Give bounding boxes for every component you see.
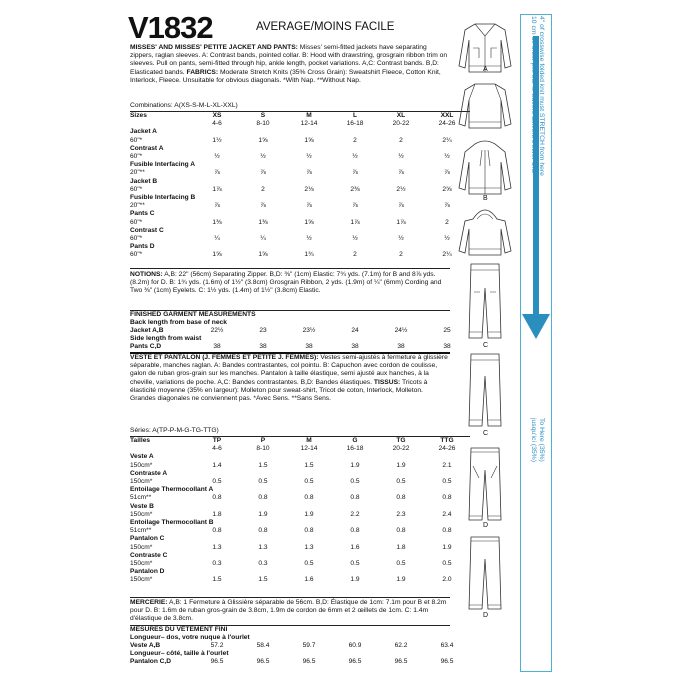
amount-cell: 0.5 [304, 560, 314, 568]
amount-cell: ⅞ [306, 169, 312, 177]
amount-cell: 0.8 [396, 527, 406, 535]
amount-cell: 0.8 [442, 494, 452, 502]
fabrics-fr-label: TISSUS: [373, 378, 401, 386]
size-number: 12-14 [300, 120, 318, 128]
amount-cell: 0.5 [304, 478, 314, 486]
amount-cell: 2.3 [396, 510, 406, 518]
size-code: S [260, 112, 266, 119]
fabric-width: 60"* [130, 136, 143, 144]
divider [130, 597, 450, 598]
measurement-value: 58.4 [256, 642, 270, 649]
row-label-line [130, 453, 470, 461]
amount-cell: ½ [352, 235, 358, 243]
amount-cell: ½ [444, 235, 450, 243]
amount-cell: 0.5 [396, 560, 406, 568]
amount-cell: ⅞ [352, 169, 358, 177]
spacer-cell [130, 445, 194, 453]
fabric-width: 51cm** [130, 527, 152, 535]
table-row [130, 137, 470, 145]
measurement-value: 38 [305, 343, 313, 350]
amount-cell: 2.2 [350, 510, 360, 518]
size-code: M [306, 112, 312, 119]
size-header-label: Tailles [130, 437, 151, 444]
amount-cell: 1⅝ [258, 136, 268, 144]
row-label: Contrast A [130, 144, 164, 152]
size-number: 16-18 [346, 445, 364, 453]
row-label-line [130, 227, 470, 235]
row-label: Fusible Interfacing A [130, 161, 195, 169]
amount-cell: 2⅛ [304, 185, 314, 193]
amount-cell: 2.4 [442, 510, 452, 518]
stretch-bottom-text-en: To Here (35%) [538, 418, 545, 462]
finished-fr-row2 [130, 658, 470, 666]
difficulty-level: AVERAGE/MOINS FACILE [256, 21, 395, 33]
row-label-line [130, 552, 470, 560]
size-code: G [352, 437, 358, 444]
amount-cell: 1.5 [258, 576, 268, 584]
fabric-width: 60"* [130, 251, 143, 259]
table-row [130, 186, 470, 194]
measurement-value: 25 [443, 327, 451, 334]
amount-cell: 0.5 [442, 560, 452, 568]
jacket-b-front-sketch [455, 140, 515, 200]
amount-cell: 2⅝ [442, 185, 452, 193]
measurement-value: 63.4 [440, 642, 454, 649]
measurement-value: 57.2 [210, 642, 224, 649]
amount-cell: 2¼ [442, 251, 452, 259]
table-row [130, 494, 470, 502]
measurement-label: Jacket A,B [130, 327, 164, 334]
notions-en-body: A,B: 22" (56cm) Separating Zipper. B,D: ⅜" (1cm) Elastic: 7¾ yds. (7.1m) for B and 8⅞ yds. (8.2m) for D. B: 1¾ yds. (1.6m) of 1½" (3.8cm) Grosgrain Ribbon, 2 yds. (1.9m) of ¼" (6mm) Cording and Two ⅜" (1cm) Eyelets. C: 1½ yds. (1.4m) of 1½" (3.8cm) Elastic. [130, 271, 442, 295]
finished-en-sub1: Back length from base of neck [130, 319, 227, 326]
series-line: Séries: A(TP-P-M-G-TG-TTG) [130, 427, 219, 434]
finished-fr-sub1: Longueur– dos, votre nuque à l'ourlet [130, 634, 250, 641]
description-fr-title: VESTE ET PANTALON (J. FEMMES ET PETITE J. FEMMES): [130, 354, 319, 361]
table-row [130, 153, 470, 161]
size-code: XXL [440, 112, 454, 119]
amount-cell: 1.9 [396, 576, 406, 584]
fabric-width: 150cm* [130, 461, 153, 469]
description-fr [130, 354, 450, 403]
amount-cell: 1⅝ [304, 218, 314, 226]
amount-cell: 0.8 [442, 527, 452, 535]
notions-fr-body: A,B: 1 Fermeture à Glissière séparable de 56cm. B,D: Élastique de 1cm: 7.1m pour B et 8.2m pour D. B: 1.6m de ruban gros-grain de 3.8cm, 1.9m de cordon de 6mm et 2 œillets de 1cm. C: 1.4m d'élastique de 3.8cm. [130, 599, 447, 623]
row-label-line [130, 503, 470, 511]
amount-cell: 1⅝ [304, 136, 314, 144]
measurement-value: 96.5 [256, 658, 270, 665]
pants-c-back-sketch [465, 352, 505, 432]
fabric-width: 60"* [130, 153, 143, 161]
sketch-label-d: D [483, 522, 489, 529]
amount-cell: 0.3 [258, 560, 268, 568]
description-fr-body: Vestes semi-ajustés à fermeture à glissière séparable, manches raglan. A: Bandes contrastantes, col pointu. B: Capuchon avec cordon de coulisse, galon de ruban gros-grain sur les manches. Pantalon à taille élastique, semi ajusté aux hanches, à la cheville, variations de poche. A,C: Bandes contrastantes. B,D: Bandes élastiques. [130, 354, 448, 386]
size-code: TTG [440, 437, 454, 444]
amount-cell: 0.5 [442, 478, 452, 486]
amount-cell: ⅞ [352, 202, 358, 210]
amount-cell: ⅞ [444, 202, 450, 210]
row-label-line [130, 194, 470, 202]
measurement-value: 38 [259, 343, 267, 350]
yardage-table-fr [130, 436, 470, 585]
table-row [130, 576, 470, 584]
size-number: 24-26 [438, 120, 456, 128]
notions-en-label: NOTIONS: [130, 271, 163, 278]
sketch-label-a: A [483, 66, 488, 73]
size-header-row [130, 112, 470, 121]
size-number-row [130, 120, 470, 128]
measurement-value: 96.5 [348, 658, 362, 665]
amount-cell: ½ [444, 153, 450, 161]
amount-cell: ½ [398, 153, 404, 161]
size-number: 16-18 [346, 120, 364, 128]
row-label: Pantalon D [130, 568, 165, 576]
row-label: Pants C [130, 210, 155, 218]
row-label: Pants D [130, 243, 155, 251]
pants-d-front-sketch [465, 446, 505, 526]
amount-cell: 1½ [212, 136, 222, 144]
amount-cell: ½ [306, 153, 312, 161]
spacer-cell [130, 120, 194, 128]
size-code: XS [212, 112, 222, 119]
row-label-line [130, 178, 470, 186]
row-label-line [130, 145, 470, 153]
row-label-line [130, 210, 470, 218]
amount-cell: ½ [352, 153, 358, 161]
row-label: Entoilage Thermocollant A [130, 486, 214, 494]
measurement-value: 24 [351, 327, 359, 334]
amount-cell: 1.6 [350, 543, 360, 551]
amount-cell: 1.9 [304, 510, 314, 518]
row-label-line [130, 535, 470, 543]
table-row [130, 219, 470, 227]
measurement-value: 38 [351, 343, 359, 350]
size-number: 12-14 [300, 445, 318, 453]
finished-fr-sub2: Longueur– côté, taille à l'ourlet [130, 650, 229, 657]
fabric-width: 20"** [130, 169, 145, 177]
amount-cell: 0.5 [350, 478, 360, 486]
measurement-value: 24½ [394, 327, 408, 334]
size-code: TP [212, 437, 222, 444]
amount-cell: 1.8 [396, 543, 406, 551]
amount-cell: 0.8 [350, 527, 360, 535]
table-row [130, 462, 470, 470]
amount-cell: 1.5 [212, 576, 222, 584]
amount-cell: 0.8 [396, 494, 406, 502]
amount-cell: 1⅝ [258, 251, 268, 259]
amount-cell: 2.1 [442, 461, 452, 469]
row-label-line [130, 161, 470, 169]
measurement-row [130, 327, 470, 335]
amount-cell: 0.8 [212, 494, 222, 502]
amount-cell: ⅞ [260, 169, 266, 177]
fabric-width: 60"* [130, 185, 143, 193]
row-label-line [130, 486, 470, 494]
amount-cell: 1⅞ [396, 218, 406, 226]
amount-cell: ½ [214, 153, 220, 161]
table-row [130, 527, 470, 535]
fabric-width: 150cm* [130, 510, 153, 518]
size-number: 8-10 [256, 445, 270, 453]
amount-cell: 1.4 [212, 461, 222, 469]
table-row [130, 169, 470, 177]
amount-cell: 1⅜ [212, 218, 222, 226]
pattern-number: V1832 [128, 10, 213, 45]
size-number: 24-26 [438, 445, 456, 453]
amount-cell: 1⅜ [258, 218, 268, 226]
notions-en [130, 271, 450, 296]
amount-cell: 1.8 [212, 510, 222, 518]
amount-cell: 0.5 [350, 560, 360, 568]
stretch-bottom-text-fr: jusqu'ici (35%) [530, 418, 537, 462]
fabric-width: 60"* [130, 218, 143, 226]
amount-cell: 1.3 [304, 543, 314, 551]
finished-en-row2 [130, 343, 470, 351]
fabric-width: 150cm* [130, 560, 153, 568]
size-code: M [306, 437, 312, 444]
row-label-line [130, 519, 470, 527]
measurement-label: Pantalon C,D [130, 658, 172, 665]
row-label-line [130, 243, 470, 251]
amount-cell: ⅞ [260, 202, 266, 210]
row-label: Contraste C [130, 551, 168, 559]
amount-cell: 2½ [396, 185, 406, 193]
sketch-label-c: C [483, 342, 489, 349]
amount-cell: 0.8 [350, 494, 360, 502]
amount-cell: ⅞ [398, 169, 404, 177]
row-label-line [130, 470, 470, 478]
row-label: Veste A [130, 453, 154, 461]
measurement-value: 22½ [210, 327, 224, 334]
row-label-line [130, 128, 470, 136]
table-row [130, 235, 470, 243]
amount-cell: 1.9 [350, 461, 360, 469]
measurement-row [130, 642, 470, 650]
amount-cell: 0.5 [212, 478, 222, 486]
row-label: Jacket B [130, 177, 158, 185]
fabrics-en-label: FABRICS: [186, 68, 219, 76]
size-number: 20-22 [392, 120, 410, 128]
fabric-width: 150cm* [130, 576, 153, 584]
amount-cell: 1¾ [304, 251, 314, 259]
finished-en-title: FINISHED GARMENT MEASUREMENTS [130, 311, 256, 318]
measurement-value: 23½ [302, 327, 316, 334]
amount-cell: 2¼ [442, 136, 452, 144]
amount-cell: 2⅜ [350, 185, 360, 193]
table-row [130, 560, 470, 568]
measurement-value: 59.7 [302, 642, 316, 649]
pants-d-back-sketch [465, 535, 505, 615]
measurement-value: 62.2 [394, 642, 408, 649]
measurement-label: Pants C,D [130, 343, 162, 350]
measurement-value: 38 [213, 343, 221, 350]
amount-cell: 0.5 [396, 478, 406, 486]
finished-en-row1 [130, 327, 470, 335]
amount-cell: 1.9 [258, 510, 268, 518]
measurement-value: 60.9 [348, 642, 362, 649]
row-label: Pantalon C [130, 535, 165, 543]
fabric-width: 150cm* [130, 478, 153, 486]
measurement-row [130, 343, 470, 351]
size-number-row [130, 445, 470, 453]
amount-cell: 1⅝ [212, 251, 222, 259]
table-row [130, 511, 470, 519]
fabrics-en-body: Moderate Stretch Knits (35% Cross Grain): Sweatshirt Fleece, Cotton Knit, Interlock, Fleece. Unsuitable for obvious diagonals. *With Nap. **Without Nap. [130, 68, 441, 84]
measurement-label: Veste A,B [130, 642, 161, 649]
amount-cell: 1.3 [212, 543, 222, 551]
amount-cell: 1.9 [396, 461, 406, 469]
size-number: 8-10 [256, 120, 270, 128]
amount-cell: 2 [399, 136, 403, 144]
stretch-top-text-fr: 10 cm de tricot plié sur le travers doivent s'étirer d'ici [530, 16, 537, 174]
row-label: Jacket A [130, 128, 157, 136]
table-row [130, 478, 470, 486]
amount-cell: 2 [445, 218, 449, 226]
amount-cell: 0.8 [304, 494, 314, 502]
measurement-value: 38 [397, 343, 405, 350]
amount-cell: 0.8 [212, 527, 222, 535]
amount-cell: 1.9 [442, 543, 452, 551]
description-en [130, 44, 450, 85]
amount-cell: 0.8 [258, 527, 268, 535]
measurement-row [130, 658, 470, 666]
table-row [130, 251, 470, 259]
table-row [130, 544, 470, 552]
amount-cell: ½ [306, 235, 312, 243]
description-en-title: MISSES' AND MISSES' PETITE JACKET AND PANTS: [130, 44, 298, 51]
amount-cell: ⅞ [214, 169, 220, 177]
amount-cell: 1⅞ [350, 218, 360, 226]
sketch-label-b: B [483, 195, 488, 202]
size-number: 20-22 [392, 445, 410, 453]
divider [130, 268, 450, 269]
measurement-value: 96.5 [302, 658, 316, 665]
jacket-b-back-sketch [455, 205, 515, 261]
notions-fr-label: MERCERIE: [130, 599, 168, 606]
size-header-label: Sizes [130, 112, 147, 119]
amount-cell: 2 [353, 136, 357, 144]
notions-fr [130, 599, 450, 624]
size-number: 4-6 [212, 445, 222, 453]
finished-fr-title: MESURES DU VÊTEMENT FINI [130, 626, 228, 633]
size-header-row [130, 437, 470, 446]
fabric-width: 60"* [130, 235, 143, 243]
row-label: Veste B [130, 502, 154, 510]
amount-cell: 1.6 [304, 576, 314, 584]
combinations-line: Combinations: A(XS-S-M-L-XL-XXL) [130, 102, 238, 109]
size-number: 4-6 [212, 120, 222, 128]
row-label: Contraste A [130, 469, 168, 477]
amount-cell: 0.8 [304, 527, 314, 535]
measurement-value: 38 [443, 343, 451, 350]
row-label: Fusible Interfacing B [130, 194, 196, 202]
amount-cell: 0.5 [258, 478, 268, 486]
measurement-value: 96.5 [440, 658, 454, 665]
measurement-value: 96.5 [210, 658, 224, 665]
sketch-label-c: C [483, 430, 489, 437]
amount-cell: ⅞ [444, 169, 450, 177]
fabric-width: 51cm** [130, 494, 152, 502]
row-label: Contrast C [130, 226, 164, 234]
measurement-value: 96.5 [394, 658, 408, 665]
amount-cell: ½ [398, 235, 404, 243]
amount-cell: ¼ [214, 235, 220, 243]
amount-cell: ⅞ [306, 202, 312, 210]
pants-c-front-sketch [465, 262, 505, 344]
size-code: L [352, 112, 358, 119]
table-row [130, 202, 470, 210]
jacket-a-back-sketch [455, 78, 515, 134]
amount-cell: 1⅞ [212, 185, 222, 193]
size-code: XL [396, 112, 406, 119]
finished-en-sub2: Side length from waist [130, 335, 202, 342]
measurement-value: 23 [259, 327, 267, 334]
amount-cell: 1.5 [304, 461, 314, 469]
amount-cell: ½ [260, 153, 266, 161]
amount-cell: 1.3 [258, 543, 268, 551]
amount-cell: ⅞ [398, 202, 404, 210]
yardage-table-en [130, 111, 470, 260]
stretch-top-text-en: 4" of crosswise folded knit must STRETCH from here [538, 16, 545, 176]
description-en-body: Misses' semi-fitted jackets have separating zippers, raglan sleeves. A: Contrast bands, pointed collar. B: Hood with drawstring, grosgrain ribbon trim on sleeves. Pull on pants, semi-fitted through hip, ankle length, pocket variations. A,C: Contrast bands. B,D: Elasticated bands. [130, 44, 448, 76]
fabric-width: 150cm* [130, 543, 153, 551]
amount-cell: 2 [353, 251, 357, 259]
size-code: TG [396, 437, 406, 444]
size-code: P [260, 437, 266, 444]
sketch-label-d: D [483, 612, 489, 619]
amount-cell: 1.9 [350, 576, 360, 584]
row-label: Entoilage Thermocollant B [130, 519, 214, 527]
amount-cell: 0.8 [258, 494, 268, 502]
finished-fr-row1 [130, 642, 470, 650]
amount-cell: 0.3 [212, 560, 222, 568]
row-label-line [130, 568, 470, 576]
amount-cell: ⅞ [214, 202, 220, 210]
amount-cell: 1.5 [258, 461, 268, 469]
amount-cell: 2 [399, 251, 403, 259]
amount-cell: 2.0 [442, 576, 452, 584]
fabric-width: 20"** [130, 202, 145, 210]
fabrics-fr-body: Tricots à élasticité moyenne (35% en largeur): Molleton pour sweat-shirt, Tricot de coton, Interlock, Molleton. Grandes diagonales ne conviennent pas. *Avec Sens. **Sans Sens. [130, 378, 428, 403]
amount-cell: 2 [261, 185, 265, 193]
amount-cell: ¼ [260, 235, 266, 243]
